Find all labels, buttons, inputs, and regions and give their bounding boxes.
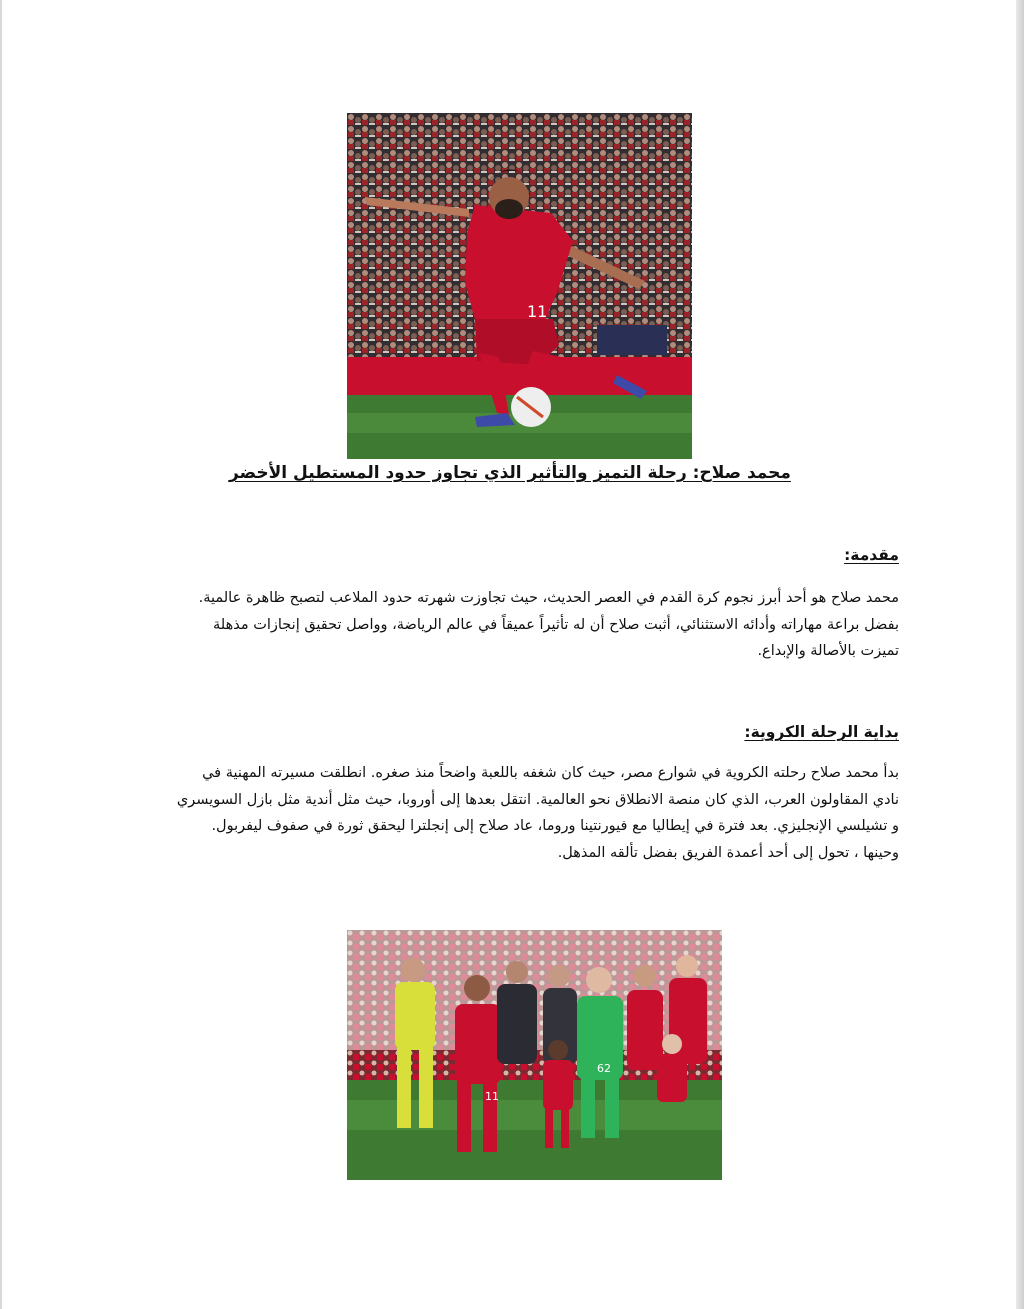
intro-line: بفضل براعة مهاراته وأدائه الاستثنائي، أثبت صلاح أن له تأثيراً عميقاً في عالم الرياضة، وواصل تحقيق إنجازات مذهلة [213, 616, 899, 633]
journey-paragraph [124, 760, 899, 866]
kit-number-text: 11 [527, 302, 548, 321]
article-title: محمد صلاح: رحلة التميز والتأثير الذي تجاوز حدود المستطيل الأخضر [229, 463, 791, 483]
page-right-edge [1016, 0, 1024, 1309]
intro-line: محمد صلاح هو أحد أبرز نجوم كرة القدم في العصر الحديث، حيث تجاوزت شهرته حدود الملاعب لتصبح ظاهرة عالمية. [198, 590, 899, 606]
salah-number-text: 11 [485, 1090, 499, 1103]
journey-line: بدأ محمد صلاح رحلته الكروية في شوارع مصر، حيث كان شغفه باللعبة واضحاً منذ صغره. انطلقت مسيرته المهنية في [202, 765, 899, 781]
journey-heading: بداية الرحلة الكروية: [744, 723, 899, 741]
intro-heading: مقدمة: [844, 546, 899, 564]
salah-kick-photo [347, 113, 692, 459]
intro-line: تميزت بالأصالة والإبداع. [757, 643, 899, 659]
journey-line: وحينها ، تحول إلى أحد أعمدة الفريق بفضل تألقه المذهل. [557, 844, 899, 861]
journey-line: و تشيلسي الإنجليزي. بعد فترة في إيطاليا مع فيورنتينا وروما، عاد صلاح إلى إنجلترا ليحقق ثورة في صفوف ليفربول. [211, 818, 899, 834]
page-left-edge [0, 0, 2, 1309]
journey-line: نادي المقاولون العرب، الذي كان منصة الانطلاق نحو العالمية. انتقل بعدها إلى أوروبا، حيث مثل أندية مثل بازل السويسري [176, 791, 899, 808]
keeper-number-text: 62 [597, 1062, 611, 1075]
team-walkout-photo [347, 930, 722, 1180]
intro-paragraph [124, 585, 899, 665]
